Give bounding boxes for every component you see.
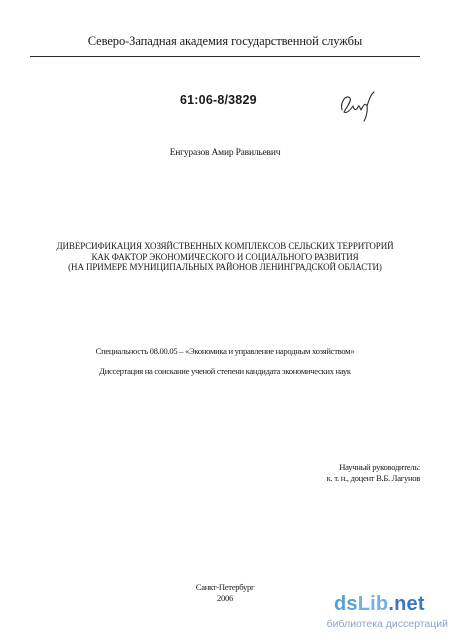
- footer-city: Санкт-Петербург: [195, 582, 255, 592]
- institution-name: Северо-Западная академия государственной службы: [87, 34, 363, 48]
- title-line: ДИВЕРСИФИКАЦИЯ ХОЗЯЙСТВЕННЫХ КОМПЛЕКСОВ СЕЛЬСКИХ ТЕРРИТОРИЙ: [56, 241, 394, 251]
- supervisor-name: к. т. н., доцент В.Б. Лагунов: [326, 472, 420, 483]
- dslib-logo: [334, 593, 425, 615]
- logo-net: net: [394, 593, 425, 615]
- logo-ds: ds: [334, 593, 358, 615]
- watermark-subtitle: библиотека диссертаций: [326, 618, 448, 630]
- author-name: Енгуразов Амир Равильевич: [169, 148, 281, 158]
- supervisor-block: [300, 462, 420, 483]
- handwritten-signature: [338, 88, 378, 124]
- title-line: КАК ФАКТОР ЭКОНОМИЧЕСКОГО И СОЦИАЛЬНОГО РАЗВИТИЯ: [91, 251, 359, 262]
- catalog-number: 61:06-8/3829: [180, 93, 257, 107]
- dissertation-note: Диссертация на соискание ученой степени кандидата экономических наук: [99, 366, 351, 376]
- supervisor-label: Научный руководитель:: [339, 462, 420, 472]
- logo-dot: .: [388, 593, 395, 615]
- title-line: (НА ПРИМЕРЕ МУНИЦИПАЛЬНЫХ РАЙОНОВ ЛЕНИНГРАДСКОЙ ОБЛАСТИ): [68, 262, 382, 272]
- dslib-watermark[interactable]: [324, 593, 448, 637]
- logo-lib: Lib: [357, 593, 389, 615]
- header-divider: [30, 56, 420, 57]
- footer-year: 2006: [217, 592, 233, 603]
- specialty-line: Специальность 08.00.05 – «Экономика и управление народным хозяйством»: [95, 346, 355, 356]
- dissertation-title: [20, 241, 430, 273]
